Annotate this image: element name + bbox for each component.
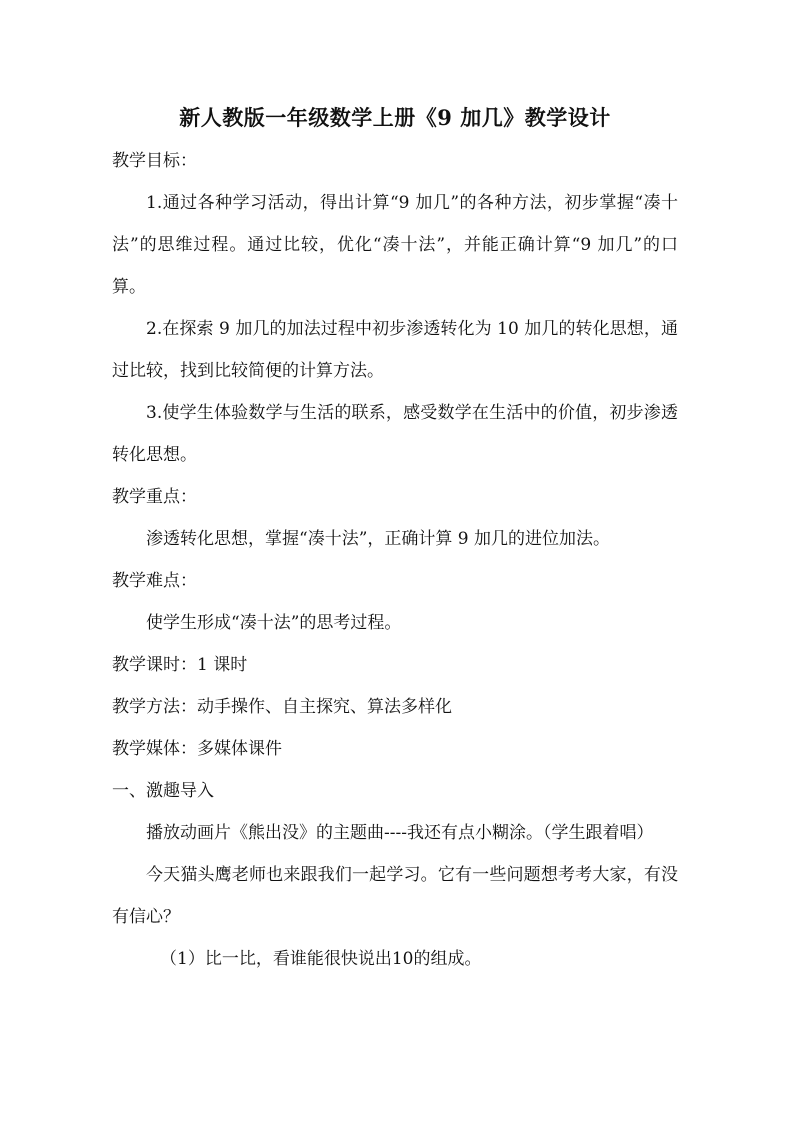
- intro-paragraph-2: 今天猫头鹰老师也来跟我们一起学习。它有一些问题想考考大家，有没有信心？: [112, 865, 678, 927]
- goal-1: 1.通过各种学习活动，得出计算“9 加几”的各种方法，初步掌握“凑十法”的思维过程。通过比较，优化“凑十法”，并能正确计算“9 加几”的口算。: [112, 193, 678, 297]
- teaching-media: 教学媒体：多媒体课件: [112, 739, 282, 759]
- goals-heading: 教学目标：: [112, 151, 197, 171]
- key-heading: 教学重点：: [112, 487, 197, 507]
- goal-2: 2.在探索 9 加几的加法过程中初步渗透转化为 10 加几的转化思想，通过比较，找到比较简便的计算方法。: [112, 319, 678, 381]
- teaching-methods: 教学方法：动手操作、自主探究、算法多样化: [112, 697, 452, 717]
- key-text: 渗透转化思想，掌握“凑十法”，正确计算 9 加几的进位加法。: [146, 529, 611, 549]
- goal-3: 3.使学生体验数学与生活的联系，感受数学在生活中的价值，初步渗透转化思想。: [112, 403, 678, 465]
- document-title: 新人教版一年级数学上册《9 加几》教学设计: [179, 105, 611, 130]
- intro-paragraph-1: 播放动画片《熊出没》的主题曲----我还有点小糊涂。（学生跟着唱）: [146, 823, 654, 843]
- list-item-1: （1）比一比，看谁能很快说出10的组成。: [160, 949, 482, 969]
- difficulty-text: 使学生形成“凑十法”的思考过程。: [146, 613, 402, 633]
- document-body: [112, 98, 678, 980]
- class-hours: 教学课时：1 课时: [112, 655, 248, 675]
- difficulty-heading: 教学难点：: [112, 571, 197, 591]
- section-1-heading: 一、激趣导入: [112, 781, 214, 801]
